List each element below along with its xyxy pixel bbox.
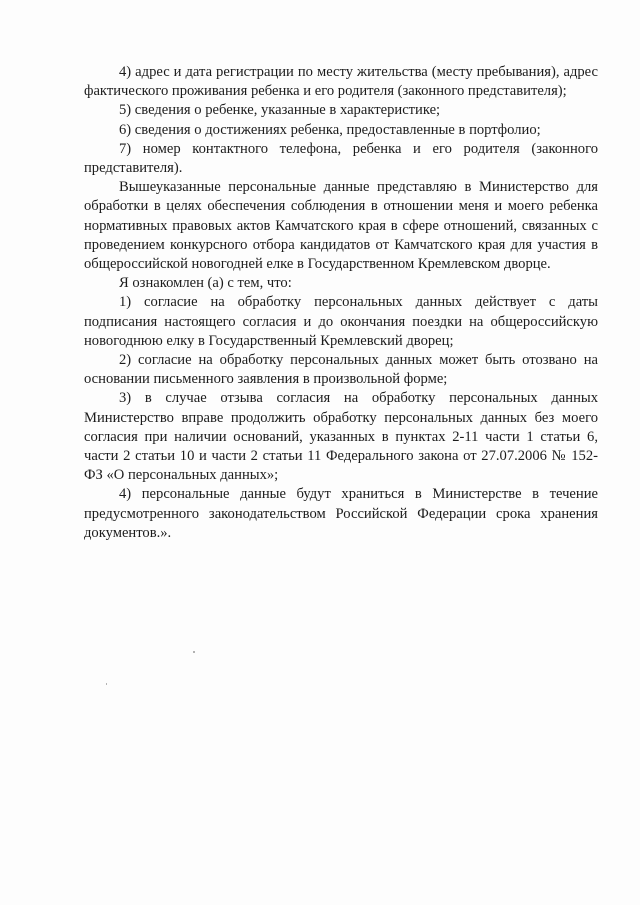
paragraph-portfolio: 6) сведения о достижениях ребенка, предоставленные в портфолио; [119,121,541,138]
paragraph-acknowledgement: Я ознакомлен (а) с тем, что: [119,275,292,292]
paragraph-consent-revocation: 2) согласие на обработку персональных данных может быть отозвано на основании письменного заявления в произвольной форме; [84,352,598,388]
paragraph-purpose: Вышеуказанные персональные данные представляю в Министерство для обработки в целях обеспечения соблюдения в отношении меня и моего ребенка нормативных правовых актов Камчатского края в сфере отношений, связанных с проведением конкурсного отбора кандидатов от Камчатского края для участия в общероссийской новогодней елке в Государственном Кремлевском дворце. [84,179,598,273]
paragraph-storage: 4) персональные данные будут храниться в Министерстве в течение предусмотренного законодательством Российской Федерации срока хранения документов.». [84,486,598,541]
paragraph-revocation-processing: 3) в случае отзыва согласия на обработку персональных данных Министерство вправе продолжить обработку персональных данных без моего согласия при наличии оснований, указанных в пунктах 2-11 части 1 статьи 6, части 2 статьи 10 и части 2 статьи 11 Федерального закона от 27.07.2006 № 152-ФЗ «О персональных данных»; [84,390,598,484]
paragraph-characteristic: 5) сведения о ребенке, указанные в характеристике; [119,102,441,119]
document-body [84,63,598,543]
scan-speck [193,651,195,653]
paragraph-consent-validity: 1) согласие на обработку персональных данных действует с даты подписания настоящего согласия и до окончания поездки на общероссийскую новогоднюю елку в Государственный Кремлевский дворец; [84,294,598,349]
scan-speck [106,683,107,685]
paragraph-phone: 7) номер контактного телефона, ребенка и его родителя (законного представителя). [84,140,598,177]
paragraph-address: 4) адрес и дата регистрации по месту жительства (месту пребывания), адрес фактического проживания ребенка и его родителя (законного представителя); [84,64,598,100]
